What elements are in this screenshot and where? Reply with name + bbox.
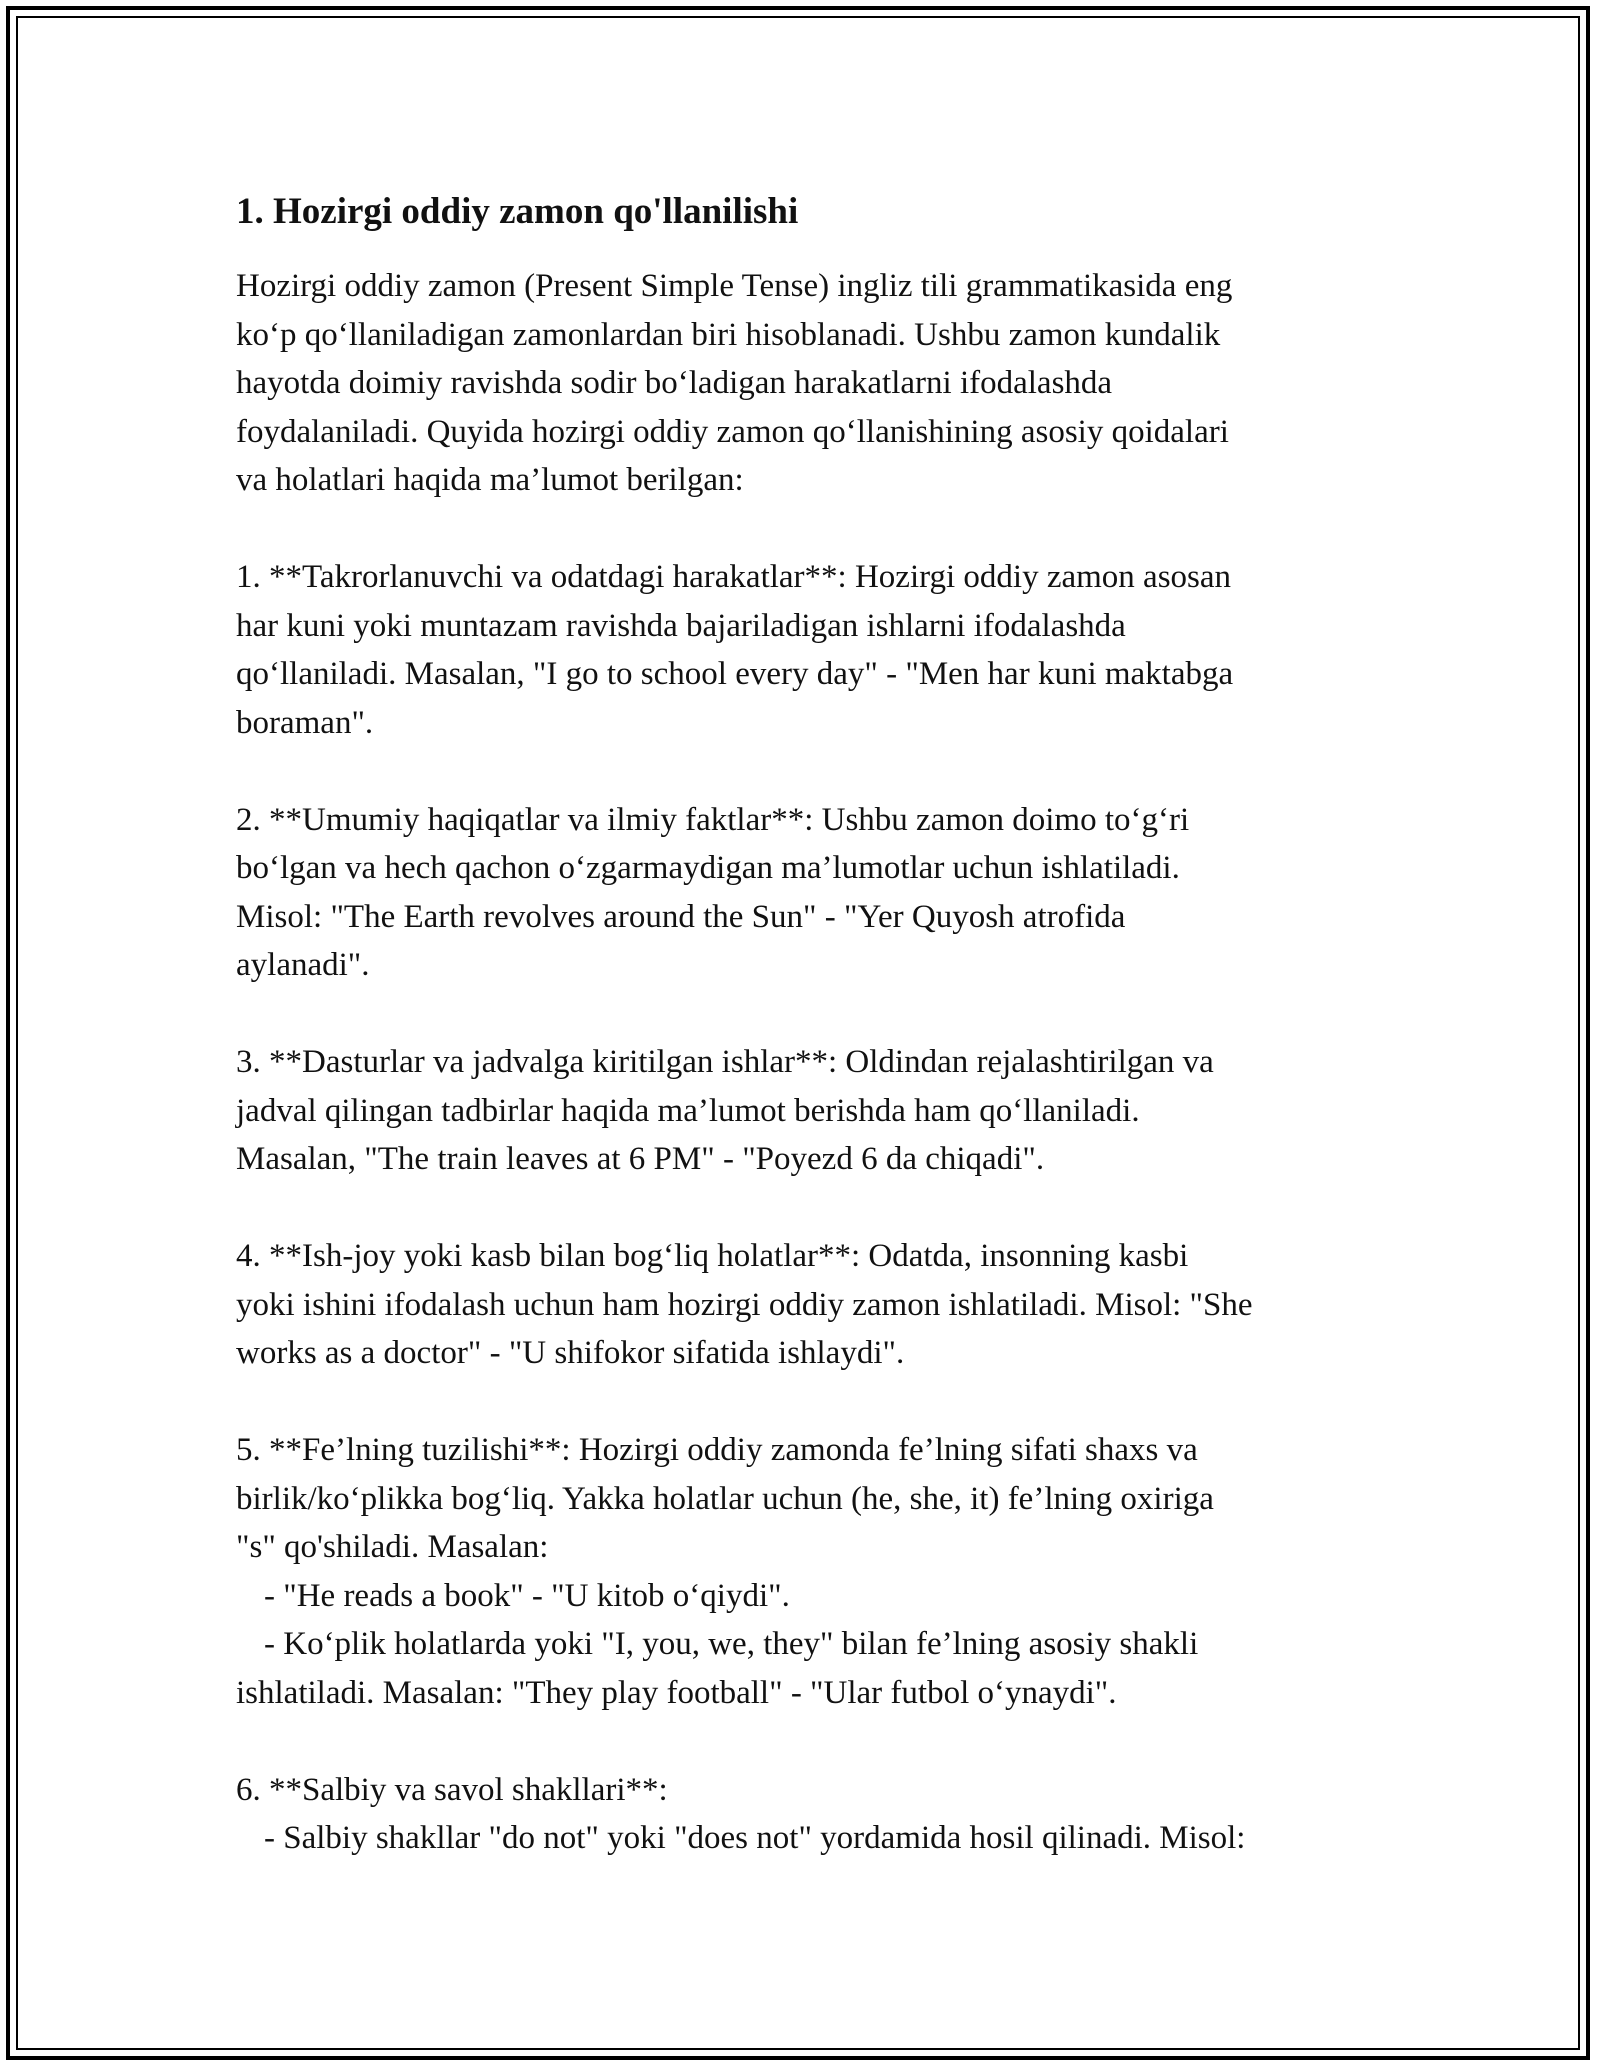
text-line: 3. **Dasturlar va jadvalga kiritilgan ishlar**: Oldindan rejalashtirilgan va xyxy=(236,1044,1214,1080)
document-body xyxy=(236,190,1376,1911)
text-line: jadval qilingan tadbirlar haqida ma’lumot berishda ham qo‘llaniladi. xyxy=(236,1092,1140,1129)
text-line: aylanadi". xyxy=(236,947,370,983)
bullet-line: - Ko‘plik holatlarda yoki "I, you, we, they" bilan fe’lning asosiy shakli xyxy=(264,1626,1199,1662)
text-line: foydalaniladi. Quyida hozirgi oddiy zamon qo‘llanishining asosiy qoidalari xyxy=(236,413,1229,450)
text-line: 4. **Ish-joy yoki kasb bilan bog‘liq holatlar**: Odatda, insonning kasbi xyxy=(236,1238,1189,1274)
text-line: ishlatiladi. Masalan: "They play football" - "Ular futbol o‘ynaydi". xyxy=(236,1674,1117,1711)
text-line: yoki ishini ifodalash uchun ham hozirgi oddiy zamon ishlatiladi. Misol: "She xyxy=(236,1286,1253,1323)
text-line: ko‘p qo‘llaniladigan zamonlardan biri hisoblanadi. Ushbu zamon kundalik xyxy=(236,316,1221,353)
text-line: hayotda doimiy ravishda sodir bo‘ladigan harakatlarni ifodalashda xyxy=(236,365,1113,401)
page-title: 1. Hozirgi oddiy zamon qo'llanilishi xyxy=(236,191,799,232)
text-line: "s" qo'shiladi. Masalan: xyxy=(236,1529,549,1565)
rule-5-paragraph xyxy=(236,1426,1376,1717)
rule-3-paragraph xyxy=(236,1038,1376,1184)
rule-1-paragraph xyxy=(236,553,1376,747)
intro-paragraph xyxy=(236,262,1376,505)
rule-4-paragraph xyxy=(236,1232,1376,1378)
bullet-line: - "He reads a book" - "U kitob o‘qiydi". xyxy=(264,1577,790,1614)
text-line: 6. **Salbiy va savol shakllari**: xyxy=(236,1771,668,1808)
bullet-line: - Salbiy shakllar "do not" yoki "does not" yordamida hosil qilinadi. Misol: xyxy=(264,1820,1246,1856)
text-line: boraman". xyxy=(236,704,374,741)
text-line: har kuni yoki muntazam ravishda bajariladigan ishlarni ifodalashda xyxy=(236,607,1126,644)
text-line: Masalan, "The train leaves at 6 PM" - "Poyezd 6 da chiqadi". xyxy=(236,1141,1045,1177)
rule-2-paragraph xyxy=(236,796,1376,990)
text-line: Hozirgi oddiy zamon (Present Simple Tense) ingliz tili grammatikasida eng xyxy=(236,268,1233,304)
rule-6-paragraph xyxy=(236,1766,1376,1863)
text-line: va holatlari haqida ma’lumot berilgan: xyxy=(236,462,744,498)
text-line: 2. **Umumiy haqiqatlar va ilmiy faktlar**: Ushbu zamon doimo to‘g‘ri xyxy=(236,801,1190,838)
text-line: works as a doctor" - "U shifokor sifatida ishlaydi". xyxy=(236,1335,905,1371)
text-line: 5. **Fe’lning tuzilishi**: Hozirgi oddiy zamonda fe’lning sifati shaxs va xyxy=(236,1432,1198,1468)
text-line: 1. **Takrorlanuvchi va odatdagi harakatlar**: Hozirgi oddiy zamon asosan xyxy=(236,559,1232,595)
text-line: Misol: "The Earth revolves around the Sun" - "Yer Quyosh atrofida xyxy=(236,898,1126,935)
text-line: bo‘lgan va hech qachon o‘zgarmaydigan ma’lumotlar uchun ishlatiladi. xyxy=(236,850,1180,886)
text-line: qo‘llaniladi. Masalan, "I go to school every day" - "Men har kuni maktabga xyxy=(236,656,1234,692)
text-line: birlik/ko‘plikka bog‘liq. Yakka holatlar uchun (he, she, it) fe’lning oxiriga xyxy=(236,1480,1214,1517)
